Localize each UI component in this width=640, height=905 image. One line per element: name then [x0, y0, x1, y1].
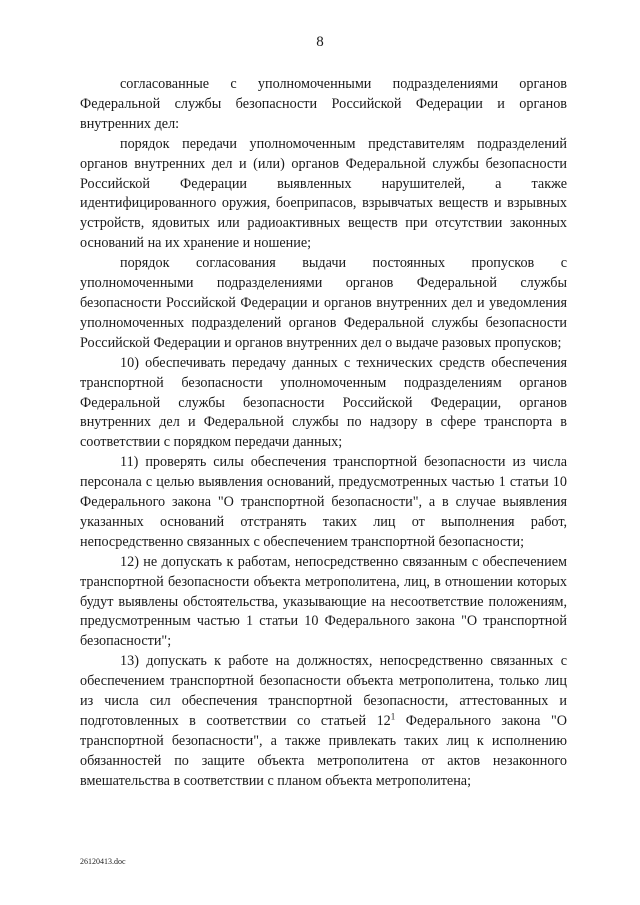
paragraph-transfer-order: порядок передачи уполномоченным представителям подразделений органов внутренних дел и (или) органов Федеральной службы безопасности Российской Федерации выявленных нарушителей, а также идентифицированного оружия, боеприпасов, взрывчатых веществ и взрывных устройств, ядовитых или радиоактивных веществ при отсутствии законных оснований на их хранение и ношение; [80, 135, 567, 252]
item-13-text-end: Федерального закона "О транспортной безопасности", а также привлекать таких лиц к исполнению обязанностей по защите объекта метрополитена от актов незаконного вмешательства в соответствии с планом объекта метрополитена; [80, 713, 567, 789]
paragraph-intro: согласованные с уполномоченными подразделениями органов Федеральной службы безопасности Российской Федерации и органов внутренних дел: [80, 76, 567, 132]
page-number: 8 [316, 34, 324, 50]
paragraph-item-10: 10) обеспечивать передачу данных с технических средств обеспечения транспортной безопасности уполномоченным подразделениям органов Федеральной службы безопасности Российской Федерации, органов внутренних дел и Федеральной службы по надзору в сфере транспорта в соответствии с порядком передачи данных; [80, 354, 567, 451]
item-13-text-start: 13) допускать к работе на должностях, непосредственно связанных с обеспечением транспортной безопасности объекта метрополитена, только лиц из числа сил обеспечения транспортной безопасности, аттестованных и подготовленных в соответствии со статьей 12 [80, 653, 567, 729]
document-body [80, 75, 567, 792]
footer-filename: 26120413.doc [80, 857, 126, 866]
paragraph-item-13 [80, 652, 567, 791]
paragraph-item-12: 12) не допускать к работам, непосредственно связанным с обеспечением транспортной безопасности объекта метрополитена, лиц, в отношении которых будут выявлены обстоятельства, указывающие на несоответствие положениям, предусмотренным частью 1 статьи 10 Федерального закона "О транспортной безопасности"; [80, 553, 567, 650]
paragraph-item-11: 11) проверять силы обеспечения транспортной безопасности из числа персонала с целью выявления оснований, предусмотренных частью 1 статьи 10 Федерального закона "О транспортной безопасности", а в случае выявления указанных оснований отстранять таких лиц от выполнения работ, непосредственно связанных с обеспечением транспортной безопасности; [80, 454, 567, 550]
item-13-superscript: 1 [390, 711, 396, 722]
paragraph-pass-order: порядок согласования выдачи постоянных пропусков с уполномоченными подразделениями органов Федеральной службы безопасности Российской Федерации и органов внутренних дел и уведомления уполномоченных подразделений органов Федеральной службы безопасности Российской Федерации и органов внутренних дел о выдаче разовых пропусков; [80, 255, 567, 351]
